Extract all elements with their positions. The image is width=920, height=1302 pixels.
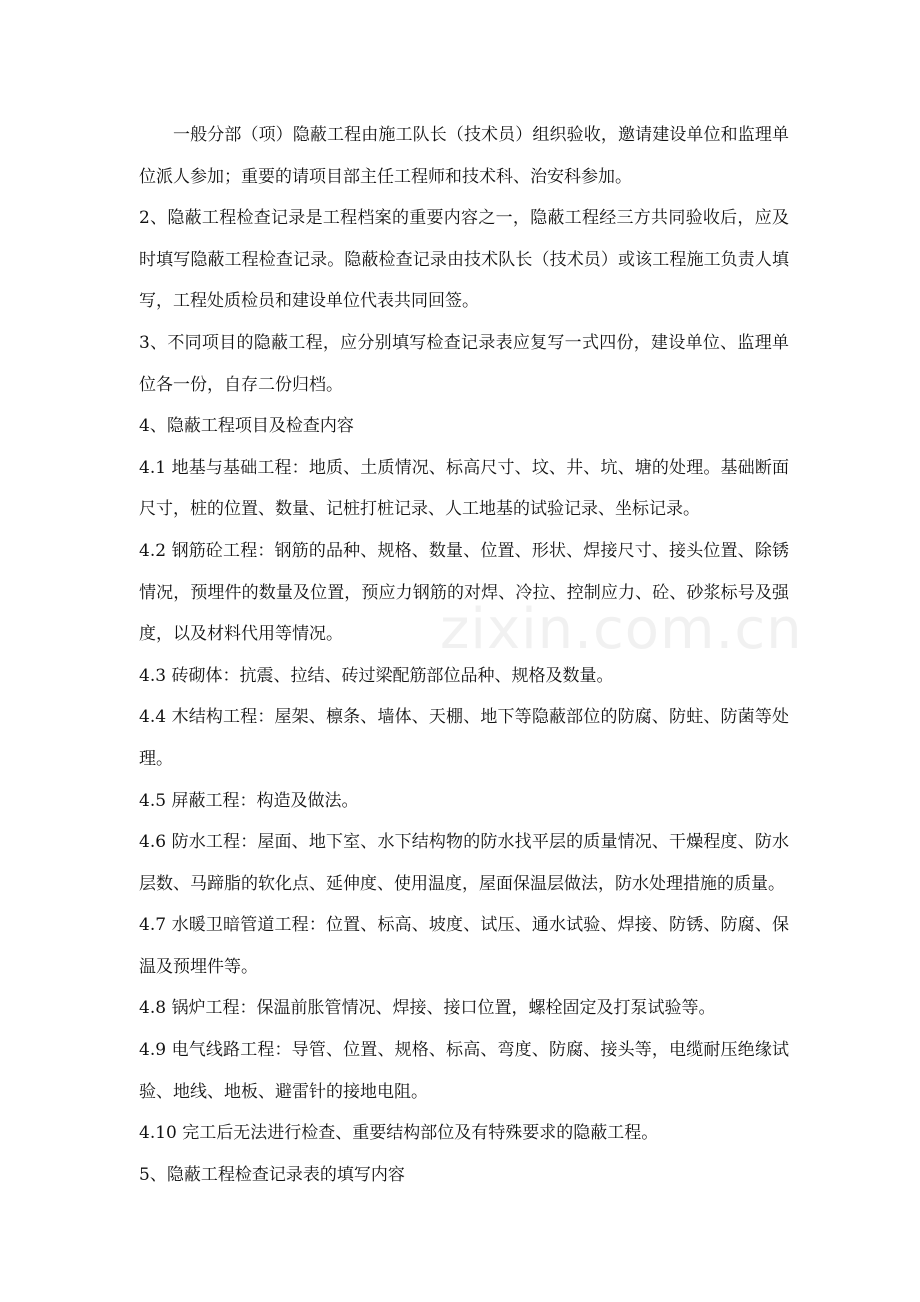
paragraph-4-4: 4.4 木结构工程：屋架、檩条、墙体、天棚、地下等隐蔽部位的防腐、防蛀、防菌等处理。 xyxy=(139,707,789,769)
paragraph-3: 3、不同项目的隐蔽工程，应分别填写检查记录表应复写一式四份，建设单位、监理单位各一份，自存二份归档。 xyxy=(139,332,789,395)
paragraph-4-3: 4.3 砖砌体：抗震、拉结、砖过梁配筋部位品种、规格及数量。 xyxy=(139,665,614,686)
paragraph-4-5: 4.5 屏蔽工程：构造及做法。 xyxy=(139,790,359,811)
paragraph-4-2: 4.2 钢筋砼工程：钢筋的品种、规格、数量、位置、形状、焊接尺寸、接头位置、除锈情况，预埋件的数量及位置，预应力钢筋的对焊、冷拉、控制应力、砼、砂浆标号及强度，以及材料代用等情况。 xyxy=(139,540,789,645)
paragraph-intro: 一般分部（项）隐蔽工程由施工队长（技术员）组织验收，邀请建设单位和监理单位派人参加；重要的请项目部主任工程师和技术科、治安科参加。 xyxy=(139,125,789,187)
paragraph-4-10: 4.10 完工后无法进行检查、重要结构部位及有特殊要求的隐蔽工程。 xyxy=(139,1123,659,1144)
section-heading-4: 4、隐蔽工程项目及检查内容 xyxy=(139,416,354,437)
paragraph-4-8: 4.8 锅炉工程：保温前胀管情况、焊接、接口位置，螺栓固定及打泵试验等。 xyxy=(139,998,716,1019)
paragraph-2: 2、隐蔽工程检查记录是工程档案的重要内容之一，隐蔽工程经三方共同验收后，应及时填写隐蔽工程检查记录。隐蔽检查记录由技术队长（技术员）或该工程施工负责人填写，工程处质检员和建设单位代表共同回签。 xyxy=(139,208,789,312)
paragraph-4-6: 4.6 防水工程：屋面、地下室、水下结构物的防水找平层的质量情况、干燥程度、防水层数、马蹄脂的软化点、延伸度、使用温度，屋面保温层做法，防水处理措施的质量。 xyxy=(139,832,789,894)
section-heading-5: 5、隐蔽工程检查记录表的填写内容 xyxy=(139,1164,405,1185)
paragraph-4-1: 4.1 地基与基础工程：地质、土质情况、标高尺寸、坟、井、坑、塘的处理。基础断面尺寸，桩的位置、数量、记桩打桩记录、人工地基的试验记录、坐标记录。 xyxy=(139,457,789,520)
document-body xyxy=(139,115,789,1196)
watermark: zixin.com.cn xyxy=(440,597,803,662)
paragraph-4-9: 4.9 电气线路工程：导管、位置、规格、标高、弯度、防腐、接头等，电缆耐压绝缘试验、地线、地板、避雷针的接地电阻。 xyxy=(139,1040,789,1102)
paragraph-4-7: 4.7 水暖卫暗管道工程：位置、标高、坡度、试压、通水试验、焊接、防锈、防腐、保温及预埋件等。 xyxy=(139,915,789,977)
